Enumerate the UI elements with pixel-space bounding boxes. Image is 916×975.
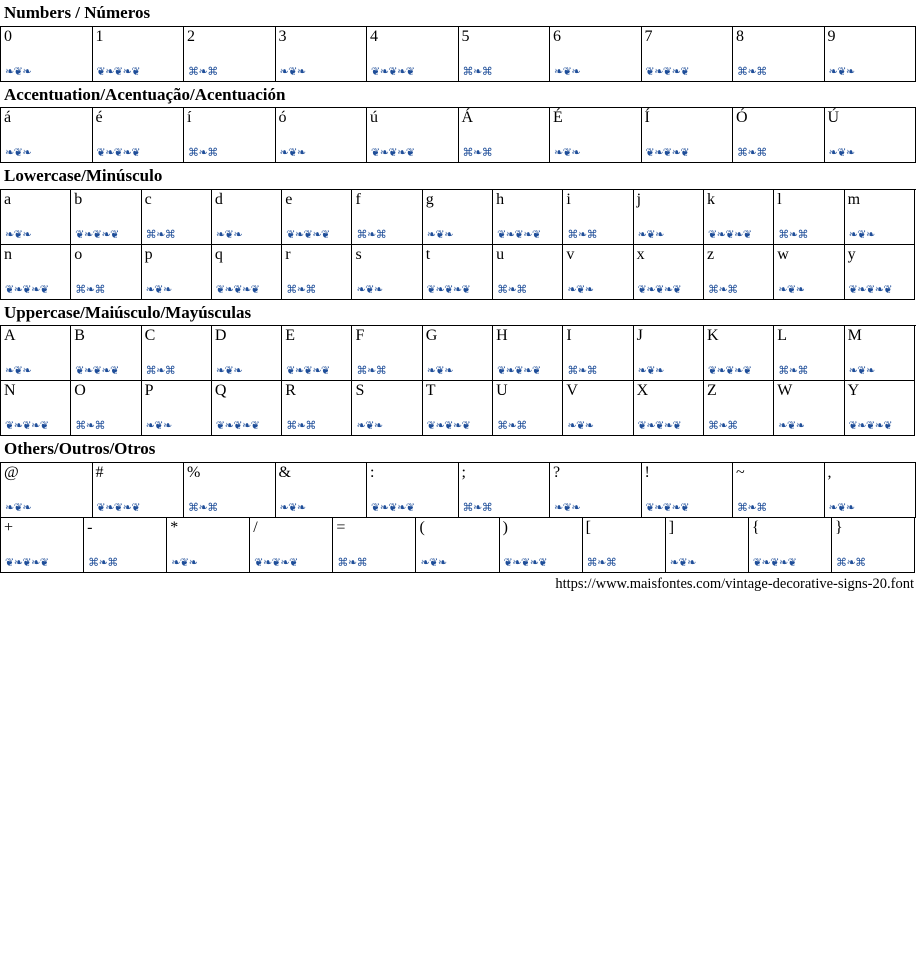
glyph-preview-icon: ⌘❧⌘	[462, 64, 493, 78]
glyph-cell	[845, 190, 915, 245]
glyph-cell	[563, 190, 633, 245]
glyph-preview-icon: ❦❧❦❧❦	[645, 500, 690, 514]
glyph-character-label: Í	[644, 109, 650, 127]
glyph-character-label: É	[553, 109, 563, 127]
glyph-cell	[367, 27, 459, 82]
glyph-character-label: (	[419, 518, 425, 536]
glyph-cell	[704, 326, 774, 381]
glyph-cell	[93, 27, 185, 82]
glyph-cell	[352, 190, 422, 245]
glyph-cell	[749, 518, 832, 573]
glyph-preview-icon: ❦❧❦❧❦	[254, 555, 298, 569]
glyph-cell	[825, 27, 916, 82]
glyph-preview-icon: ⌘❧⌘	[356, 227, 387, 241]
glyph-cell	[634, 326, 704, 381]
section-title-uppercase: Uppercase/Maiúsculo/Mayúsculas	[4, 302, 252, 322]
glyph-cell	[212, 245, 282, 300]
glyph-character-label: U	[496, 382, 508, 400]
glyph-cell	[1, 27, 93, 82]
glyph-character-label: 7	[644, 27, 653, 45]
glyph-preview-icon: ❧❦❧	[145, 282, 172, 296]
glyph-cell	[212, 190, 282, 245]
glyph-preview-icon: ⌘❧⌘	[75, 419, 106, 433]
glyph-character-label: E	[285, 327, 295, 345]
glyph-preview-icon: ⌘❧⌘	[707, 419, 738, 433]
glyph-cell	[704, 245, 774, 300]
glyph-character-label: x	[636, 245, 645, 263]
glyph-preview-icon: ❦❧❦❧❦	[75, 227, 119, 241]
glyph-character-label: Á	[461, 109, 474, 127]
glyph-cell	[1, 381, 71, 436]
glyph-character-label: ]	[668, 518, 675, 536]
glyph-preview-icon: ❧❦❧	[778, 419, 805, 433]
glyph-character-label: W	[777, 382, 793, 400]
glyph-character-label: R	[285, 382, 296, 400]
glyph-character-label: v	[566, 245, 575, 263]
glyph-cell	[500, 518, 583, 573]
glyph-character-label: [	[585, 518, 591, 536]
glyph-preview-icon: ❦❧❦❧❦	[752, 555, 797, 569]
glyph-preview-icon: ❧❦❧	[356, 419, 383, 433]
glyph-cell	[423, 245, 493, 300]
source-url[interactable]: https://www.maisfontes.com/vintage-decorative-signs-20.font	[555, 575, 914, 592]
glyph-cell	[423, 381, 493, 436]
glyph-character-label: q	[214, 245, 223, 263]
glyph-preview-icon: ❧❦❧	[426, 227, 453, 241]
glyph-character-label: /	[253, 518, 258, 536]
glyph-preview-icon: ⌘❧⌘	[497, 419, 527, 433]
glyph-preview-icon: ❦❧❦❧❦	[426, 419, 471, 433]
glyph-character-label: u	[496, 245, 505, 263]
section-title-accentuation: Accentuation/Acentuação/Acentuación	[4, 84, 286, 104]
glyph-preview-icon: ❦❧❦❧❦	[371, 500, 415, 514]
glyph-character-label: -	[87, 518, 93, 536]
glyph-preview-icon: ⌘❧⌘	[737, 64, 767, 78]
glyph-preview-icon: ⌘❧⌘	[337, 555, 368, 569]
glyph-cell	[93, 463, 185, 518]
glyph-character-label: d	[214, 190, 223, 208]
glyph-preview-icon: ❦❧❦❧❦	[371, 64, 415, 78]
glyph-preview-icon: ❦❧❦❧❦	[707, 227, 752, 241]
glyph-character-label: l	[777, 190, 782, 208]
glyph-cell	[184, 27, 276, 82]
glyph-character-label: D	[214, 327, 227, 345]
glyph-preview-icon: ⌘❧⌘	[188, 64, 218, 78]
glyph-character-label: k	[706, 190, 715, 208]
glyph-character-label: j	[636, 190, 642, 208]
glyph-cell	[282, 190, 352, 245]
glyph-character-label: ,	[827, 463, 832, 481]
glyph-cell	[1, 190, 71, 245]
glyph-character-label: +	[4, 518, 14, 536]
glyph-preview-icon: ⌘❧⌘	[737, 146, 767, 160]
glyph-preview-icon: ❦❧❦❧❦	[96, 500, 141, 514]
glyph-cell	[416, 518, 499, 573]
glyph-preview-icon: ❧❦❧	[554, 64, 581, 78]
section-lowercase	[0, 163, 916, 300]
glyph-character-label: Ó	[736, 109, 748, 127]
glyph-character-label: F	[355, 327, 365, 345]
glyph-character-label: f	[355, 190, 361, 208]
glyph-cell	[733, 108, 825, 163]
glyph-grid-uppercase	[0, 325, 916, 436]
glyph-cell	[93, 108, 185, 163]
glyph-cell	[774, 245, 844, 300]
glyph-cell	[184, 463, 276, 518]
glyph-cell	[642, 463, 734, 518]
glyph-preview-icon: ⌘❧⌘	[145, 364, 176, 378]
glyph-character-label: {	[751, 518, 760, 536]
glyph-preview-icon: ⌘❧⌘	[188, 146, 218, 160]
glyph-preview-icon: ❦❧❦❧❦	[215, 282, 260, 296]
glyph-cell	[493, 245, 563, 300]
glyph-character-label: s	[355, 245, 362, 263]
glyph-character-label: ;	[461, 463, 466, 481]
glyph-character-label: a	[4, 190, 12, 208]
glyph-character-label: 3	[278, 27, 287, 45]
glyph-character-label: b	[74, 190, 83, 208]
glyph-cell	[666, 518, 749, 573]
glyph-cell	[459, 108, 551, 163]
glyph-character-label: }	[834, 518, 843, 536]
glyph-cell	[184, 108, 276, 163]
glyph-cell	[1, 245, 71, 300]
glyph-preview-icon: ❧❦❧	[848, 227, 875, 241]
glyph-cell	[423, 190, 493, 245]
glyph-character-label: ?	[553, 463, 561, 481]
glyph-cell	[71, 190, 141, 245]
glyph-cell	[1, 326, 71, 381]
glyph-cell	[634, 245, 704, 300]
glyph-character-label: á	[4, 109, 12, 127]
glyph-cell	[276, 463, 368, 518]
glyph-preview-icon: ❦❧❦❧❦	[5, 419, 49, 433]
glyph-character-label: H	[496, 327, 508, 345]
glyph-preview-icon: ❦❧❦❧❦	[645, 64, 690, 78]
glyph-cell	[1, 518, 84, 573]
glyph-character-label: h	[496, 190, 505, 208]
glyph-character-label: @	[4, 463, 19, 481]
glyph-cell	[367, 463, 459, 518]
glyph-preview-icon: ❦❧❦❧❦	[286, 364, 330, 378]
glyph-preview-icon: ❧❦❧	[426, 364, 453, 378]
glyph-character-label: 5	[461, 27, 470, 45]
glyph-character-label: =	[336, 518, 346, 536]
glyph-cell	[84, 518, 167, 573]
glyph-preview-icon: ❧❦❧	[5, 227, 32, 241]
glyph-preview-icon: ❦❧❦❧❦	[371, 146, 415, 160]
glyph-cell	[493, 326, 563, 381]
glyph-cell	[71, 326, 141, 381]
glyph-cell	[167, 518, 250, 573]
glyph-character-label: S	[355, 382, 365, 400]
glyph-character-label: L	[777, 327, 788, 345]
glyph-preview-icon: ❧❦❧	[356, 282, 383, 296]
glyph-preview-icon: ❧❦❧	[215, 227, 243, 241]
glyph-character-label: K	[706, 327, 719, 345]
section-others	[0, 436, 916, 573]
glyph-grid-accentuation	[0, 107, 916, 163]
glyph-cell	[550, 463, 642, 518]
glyph-character-label: Q	[214, 382, 227, 400]
glyph-cell	[634, 190, 704, 245]
glyph-preview-icon: ❧❦❧	[848, 364, 875, 378]
glyph-character-label: 4	[370, 27, 378, 45]
glyph-preview-icon: ⌘❧⌘	[497, 282, 527, 296]
glyph-cell	[774, 326, 844, 381]
glyph-character-label: z	[706, 245, 715, 263]
glyph-cell	[282, 245, 352, 300]
section-title-numbers: Numbers / Números	[4, 3, 151, 22]
glyph-character-label: c	[144, 190, 152, 208]
glyph-character-label: #	[95, 463, 104, 481]
glyph-preview-icon: ⌘❧⌘	[462, 500, 493, 514]
glyph-preview-icon: ❧❦❧	[828, 500, 855, 514]
glyph-cell	[282, 326, 352, 381]
glyph-preview-icon: ❦❧❦❧❦	[286, 227, 330, 241]
glyph-preview-icon: ⌘❧⌘	[567, 227, 598, 241]
glyph-character-label: o	[74, 245, 83, 263]
section-title-lowercase: Lowercase/Minúsculo	[4, 166, 163, 186]
glyph-character-label: M	[847, 327, 862, 345]
glyph-character-label: 0	[4, 27, 12, 45]
glyph-character-label: A	[4, 327, 16, 345]
glyph-cell	[142, 381, 212, 436]
glyph-preview-icon: ❧❦❧	[5, 64, 32, 78]
glyph-character-label: I	[566, 327, 572, 345]
glyph-preview-icon: ⌘❧⌘	[567, 364, 598, 378]
glyph-cell	[212, 381, 282, 436]
glyph-character-label: y	[847, 245, 856, 263]
glyph-preview-icon: ❧❦❧	[567, 419, 594, 433]
glyph-preview-icon: ❦❧❦❧❦	[497, 364, 541, 378]
glyph-character-label: *	[170, 518, 179, 536]
glyph-preview-icon: ⌘❧⌘	[188, 500, 218, 514]
glyph-cell	[704, 381, 774, 436]
glyph-preview-icon: ❦❧❦❧❦	[503, 555, 548, 569]
glyph-preview-icon: ❦❧❦❧❦	[645, 146, 690, 160]
glyph-preview-icon: ❦❧❦❧❦	[75, 364, 119, 378]
glyph-preview-icon: ⌘❧⌘	[586, 555, 617, 569]
glyph-cell	[459, 463, 551, 518]
glyph-character-label: i	[566, 190, 571, 208]
glyph-preview-icon: ❦❧❦❧❦	[96, 64, 141, 78]
glyph-character-label: n	[4, 245, 12, 263]
glyph-cell	[845, 245, 915, 300]
glyph-character-label: é	[95, 109, 103, 127]
glyph-preview-icon: ⌘❧⌘	[75, 282, 106, 296]
glyph-character-label: !	[644, 463, 650, 481]
glyph-preview-icon: ❧❦❧	[5, 146, 32, 160]
glyph-cell	[142, 190, 212, 245]
glyph-cell	[352, 381, 422, 436]
glyph-character-label: G	[425, 327, 438, 345]
glyph-preview-icon: ❧❦❧	[828, 64, 855, 78]
glyph-preview-icon: ❧❦❧	[171, 555, 198, 569]
glyph-character-label: Y	[847, 382, 860, 400]
glyph-character-label: 9	[827, 27, 836, 45]
glyph-character-label: g	[425, 190, 434, 208]
glyph-preview-icon: ❧❦❧	[5, 364, 32, 378]
glyph-cell	[845, 381, 915, 436]
glyph-character-label: r	[285, 245, 291, 263]
glyph-cell	[642, 27, 734, 82]
glyph-cell	[825, 463, 916, 518]
glyph-cell	[774, 381, 844, 436]
glyph-character-label: T	[425, 382, 436, 400]
glyph-character-label: J	[636, 327, 643, 345]
glyph-preview-icon: ⌘❧⌘	[462, 146, 493, 160]
glyph-cell	[493, 190, 563, 245]
glyph-cell	[142, 326, 212, 381]
section-accentuation	[0, 82, 916, 164]
glyph-cell	[642, 108, 734, 163]
glyph-preview-icon: ⌘❧⌘	[778, 227, 808, 241]
glyph-preview-icon: ⌘❧⌘	[145, 227, 176, 241]
glyph-character-label: Z	[706, 382, 717, 400]
glyph-character-label: w	[777, 245, 789, 263]
glyph-character-label: ~	[736, 463, 745, 481]
glyph-preview-icon: ❦❧❦❧❦	[96, 146, 141, 160]
glyph-cell	[71, 381, 141, 436]
glyph-preview-icon: ❦❧❦❧❦	[426, 282, 471, 296]
glyph-character-label: )	[502, 518, 508, 536]
glyph-cell	[352, 326, 422, 381]
glyph-cell	[276, 108, 368, 163]
glyph-cell	[550, 27, 642, 82]
glyph-cell	[832, 518, 915, 573]
glyph-cell	[142, 245, 212, 300]
glyph-character-label: p	[144, 245, 153, 263]
glyph-character-label: e	[285, 190, 293, 208]
glyph-cell	[733, 27, 825, 82]
glyph-cell	[367, 108, 459, 163]
glyph-grid-others	[0, 462, 916, 573]
glyph-character-label: O	[74, 382, 86, 400]
glyph-character-label: &	[278, 463, 291, 481]
glyph-preview-icon: ⌘❧⌘	[707, 282, 738, 296]
glyph-preview-icon: ⌘❧⌘	[286, 419, 316, 433]
glyph-preview-icon: ❦❧❦❧❦	[5, 282, 49, 296]
glyph-preview-icon: ❦❧❦❧❦	[215, 419, 260, 433]
glyph-character-label: 8	[736, 27, 744, 45]
glyph-character-label: t	[425, 245, 431, 263]
glyph-preview-icon: ⌘❧⌘	[778, 364, 808, 378]
glyph-cell	[704, 190, 774, 245]
glyph-character-label: %	[187, 463, 201, 481]
glyph-preview-icon: ❦❧❦❧❦	[707, 364, 752, 378]
glyph-preview-icon: ❦❧❦❧❦	[5, 555, 49, 569]
glyph-preview-icon: ❧❦❧	[669, 555, 696, 569]
glyph-character-label: C	[144, 327, 156, 345]
glyph-preview-icon: ❧❦❧	[5, 500, 32, 514]
glyph-preview-icon: ❦❧❦❧❦	[848, 282, 893, 296]
glyph-cell	[276, 27, 368, 82]
glyph-character-label: V	[566, 382, 578, 400]
glyph-cell	[493, 381, 563, 436]
glyph-cell	[212, 326, 282, 381]
glyph-preview-icon: ⌘❧⌘	[88, 555, 118, 569]
glyph-preview-icon: ❧❦❧	[215, 364, 243, 378]
glyph-preview-icon: ❧❦❧	[828, 146, 855, 160]
glyph-character-label: m	[847, 190, 861, 208]
glyph-cell	[352, 245, 422, 300]
glyph-cell	[333, 518, 416, 573]
glyph-cell	[845, 326, 915, 381]
glyph-cell	[774, 190, 844, 245]
glyph-character-label: X	[636, 382, 649, 400]
glyph-character-label: P	[144, 382, 154, 400]
glyph-character-label: 2	[187, 27, 195, 45]
glyph-preview-icon: ❦❧❦❧❦	[637, 282, 682, 296]
glyph-preview-icon: ❧❦❧	[554, 500, 581, 514]
section-numbers	[0, 0, 916, 82]
glyph-character-label: í	[187, 109, 192, 127]
glyph-preview-icon: ❧❦❧	[567, 282, 594, 296]
glyph-preview-icon: ⌘❧⌘	[835, 555, 866, 569]
glyph-character-label: 1	[95, 27, 104, 45]
glyph-character-label: B	[74, 327, 85, 345]
glyph-character-label: Ú	[827, 109, 840, 127]
glyph-cell	[634, 381, 704, 436]
glyph-preview-icon: ❧❦❧	[637, 227, 664, 241]
glyph-grid-numbers	[0, 26, 916, 82]
glyph-cell	[550, 108, 642, 163]
glyph-preview-icon: ❧❦❧	[420, 555, 447, 569]
glyph-cell	[459, 27, 551, 82]
glyph-preview-icon: ⌘❧⌘	[286, 282, 316, 296]
glyph-preview-icon: ❧❦❧	[279, 500, 306, 514]
glyph-preview-icon: ⌘❧⌘	[737, 500, 767, 514]
glyph-character-label: 6	[553, 27, 561, 45]
glyph-preview-icon: ❧❦❧	[778, 282, 805, 296]
glyph-preview-icon: ❧❦❧	[145, 419, 172, 433]
glyph-preview-icon: ❧❦❧	[279, 146, 306, 160]
glyph-preview-icon: ❦❧❦❧❦	[848, 419, 893, 433]
glyph-cell	[563, 245, 633, 300]
glyph-cell	[563, 326, 633, 381]
glyph-cell	[1, 108, 93, 163]
section-title-others: Others/Outros/Otros	[4, 439, 156, 459]
glyph-character-label: ó	[278, 109, 287, 127]
glyph-preview-icon: ⌘❧⌘	[356, 364, 387, 378]
glyph-grid-lowercase	[0, 189, 916, 300]
glyph-cell	[282, 381, 352, 436]
glyph-character-label: :	[370, 463, 375, 481]
glyph-cell	[71, 245, 141, 300]
glyph-preview-icon: ❧❦❧	[637, 364, 664, 378]
glyph-cell	[423, 326, 493, 381]
glyph-cell	[563, 381, 633, 436]
glyph-cell	[583, 518, 666, 573]
glyph-character-label: ú	[370, 109, 378, 127]
section-uppercase	[0, 300, 916, 437]
glyph-cell	[733, 463, 825, 518]
glyph-preview-icon: ❧❦❧	[279, 64, 306, 78]
glyph-character-label: N	[4, 382, 16, 400]
glyph-preview-icon: ❦❧❦❧❦	[497, 227, 541, 241]
glyph-cell	[825, 108, 916, 163]
glyph-preview-icon: ❦❧❦❧❦	[637, 419, 682, 433]
glyph-preview-icon: ❧❦❧	[554, 146, 581, 160]
glyph-cell	[250, 518, 333, 573]
glyph-cell	[1, 463, 93, 518]
